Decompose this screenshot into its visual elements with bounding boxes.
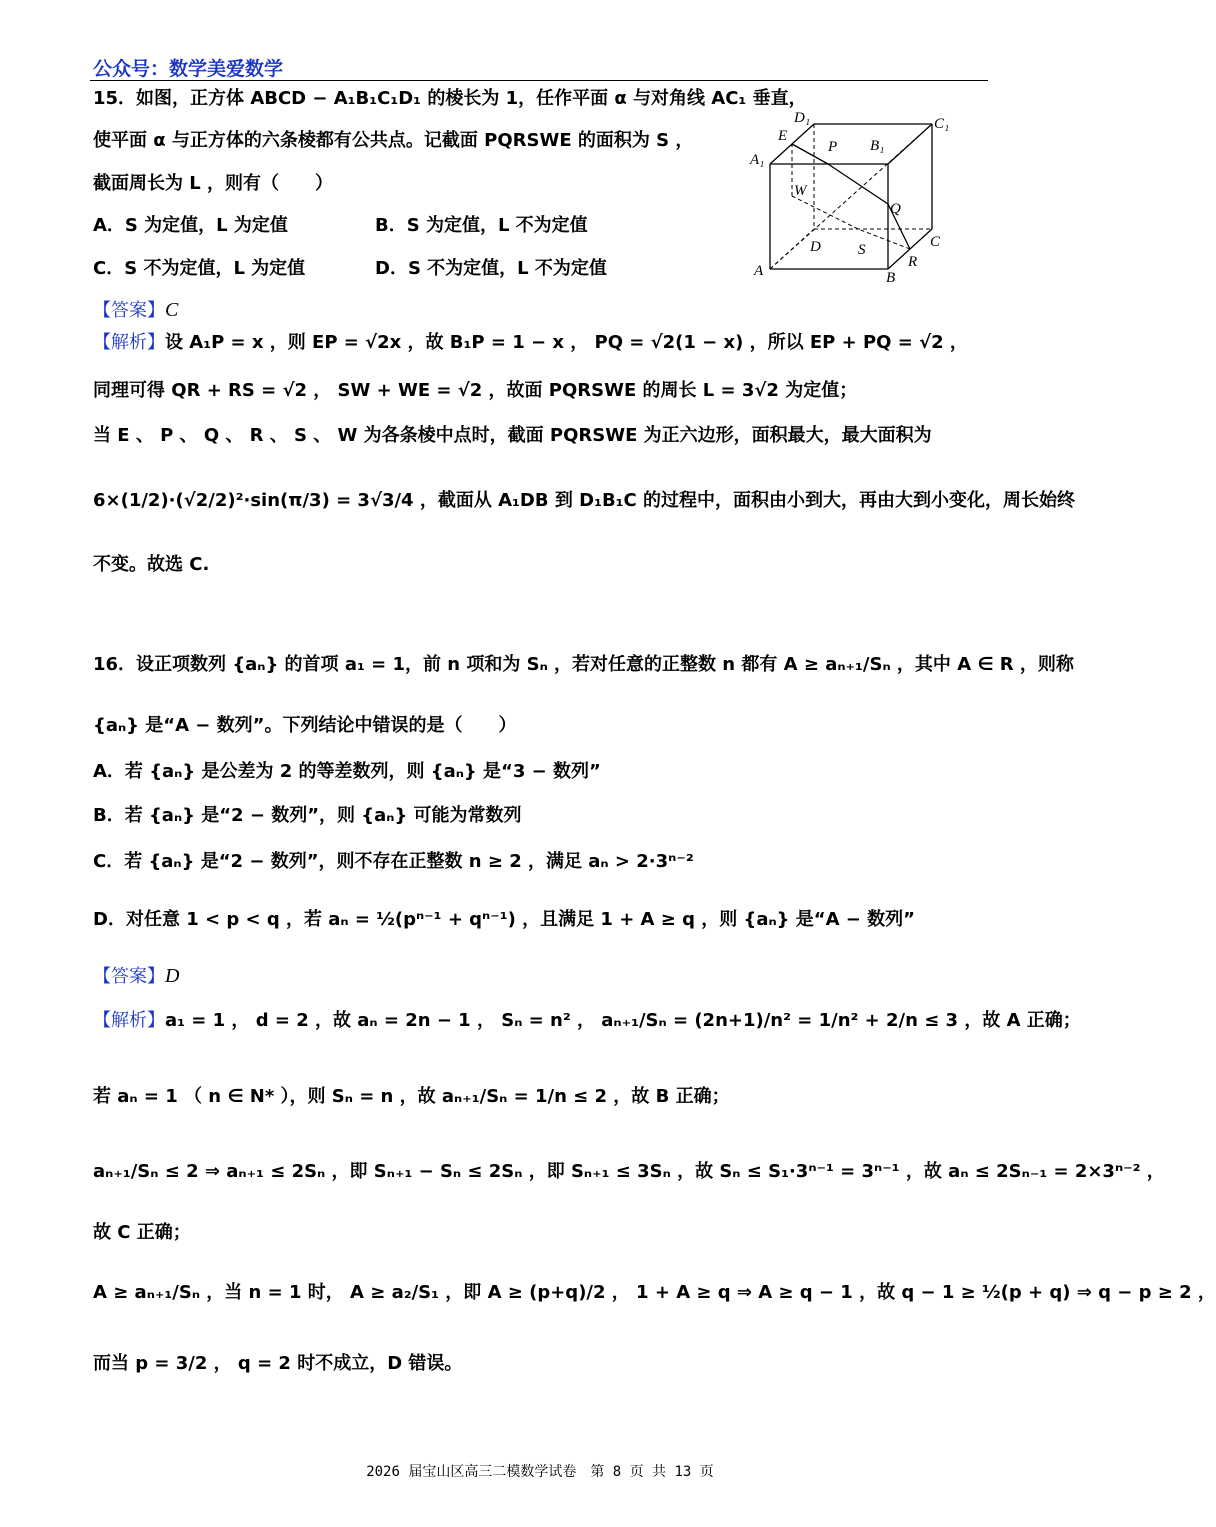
label-q: Q — [890, 201, 901, 217]
q15-answer — [93, 297, 178, 324]
section-pq — [828, 164, 888, 204]
q15-analysis-tag: 【解析】 — [93, 332, 165, 353]
q15-option-c: C．S 不为定值，L 为定值 — [93, 258, 306, 279]
q16-analysis-line6: 而当 p = 3/2 ， q = 2 时不成立，D 错误。 — [93, 1353, 463, 1374]
edge-b1c1 — [888, 124, 932, 164]
q16-analysis-line4: 故 C 正确； — [93, 1222, 191, 1243]
q15-answer-tag: 【答案】 — [93, 300, 165, 321]
label-d1: D₁ — [794, 110, 811, 126]
q16-stem-line2: {aₙ} 是“A − 数列”。下列结论中错误的是（ ） — [93, 715, 517, 736]
q15-option-d: D．S 不为定值，L 不为定值 — [375, 258, 607, 279]
q16-analysis-line1 — [93, 1008, 1081, 1034]
section-sw — [792, 196, 858, 229]
q15-analysis-line3: 当 E 、 P 、 Q 、 R 、 S 、 W 为各条棱中点时，截面 PQRSWE 为正六边形，面积最大，最大面积为 — [93, 425, 932, 446]
q16-analysis-line3: aₙ₊₁/Sₙ ≤ 2 ⇒ aₙ₊₁ ≤ 2Sₙ ，即 Sₙ₊₁ − Sₙ ≤ 2Sₙ ，即 Sₙ₊₁ ≤ 3Sₙ ，故 Sₙ ≤ S₁·3ⁿ⁻¹ = 3ⁿ⁻¹ ，故 aₙ ≤ 2Sₙ₋₁ = 2×3ⁿ⁻² ， — [93, 1161, 1165, 1182]
header-rule — [90, 80, 988, 81]
label-c1: C₁ — [934, 116, 950, 132]
label-a: A — [754, 263, 764, 279]
header-watermark: 公众号：数学美爱数学 — [93, 58, 284, 80]
q15-analysis-line1 — [93, 330, 968, 356]
q16-stem-line1: 16．设正项数列 {aₙ} 的首项 a₁ = 1，前 n 项和为 Sₙ ，若对任意的正整数 n 都有 A ≥ aₙ₊₁/Sₙ ，其中 A ∈ R ，则称 — [93, 654, 1074, 675]
cube-figure — [748, 106, 958, 286]
q16-answer-value: D — [165, 965, 180, 987]
label-r: R — [908, 254, 918, 270]
label-d: D — [810, 239, 821, 255]
q15-option-a: A．S 为定值，L 为定值 — [93, 215, 288, 236]
q16-answer — [93, 963, 179, 990]
q16-option-b: B．若 {aₙ} 是“2 − 数列”，则 {aₙ} 可能为常数列 — [93, 805, 522, 826]
q15-stem-line3: 截面周长为 L ，则有（ ） — [93, 173, 334, 194]
q15-analysis-line2: 同理可得 QR + RS = √2 ， SW + WE = √2 ，故面 PQRSWE 的周长 L = 3√2 为定值； — [93, 380, 858, 401]
q16-option-c: C．若 {aₙ} 是“2 − 数列”，则不存在正整数 n ≥ 2 ，满足 aₙ > 2·3ⁿ⁻² — [93, 851, 694, 872]
q16-analysis-line2: 若 aₙ = 1 （ n ∈ N* ），则 Sₙ = n ，故 aₙ₊₁/Sₙ = 1/n ≤ 2 ，故 B 正确； — [93, 1086, 730, 1107]
label-a1: A₁ — [750, 152, 765, 168]
label-b: B — [886, 270, 896, 286]
label-c: C — [930, 234, 941, 250]
q16-answer-tag: 【答案】 — [93, 966, 165, 987]
label-s: S — [858, 242, 866, 258]
q15-analysis-line4: 6×(1/2)·(√2/2)²·sin(π/3) = 3√3/4 ，截面从 A₁DB 到 D₁B₁C 的过程中，面积由小到大，再由大到小变化，周长始终 — [93, 490, 1076, 511]
q15-stem-line1: 15．如图，正方体 ABCD − A₁B₁C₁D₁ 的棱长为 1，任作平面 α 与对角线 AC₁ 垂直， — [93, 88, 807, 109]
q15-analysis-line5: 不变。故选 C. — [93, 554, 210, 575]
q16-analysis-line5: A ≥ aₙ₊₁/Sₙ ，当 n = 1 时， A ≥ a₂/S₁ ，即 A ≥ (p+q)/2 ， 1 + A ≥ q ⇒ A ≥ q − 1 ，故 q − 1 ≥ ½(p + q) ⇒ q − p ≥ 2 ， — [93, 1282, 1216, 1303]
q15-stem-line2: 使平面 α 与正方体的六条棱都有公共点。记截面 PQRSWE 的面积为 S ， — [93, 130, 694, 151]
q16-option-a: A．若 {aₙ} 是公差为 2 的等差数列，则 {aₙ} 是“3 − 数列” — [93, 761, 601, 782]
q16-analysis-text1: a₁ = 1 ， d = 2 ，故 aₙ = 2n − 1 ， Sₙ = n² ， aₙ₊₁/Sₙ = (2n+1)/n² = 1/n² + 2/n ≤ 3 ，故 A 正确； — [165, 1010, 1081, 1031]
page-footer: 2026 届宝山区高三二模数学试卷 第 8 页 共 13 页 — [366, 1464, 714, 1480]
label-b1: B₁ — [870, 138, 885, 154]
q15-analysis-text1: 设 A₁P = x ，则 EP = √2x ，故 B₁P = 1 − x ， PQ = √2(1 − x) ，所以 EP + PQ = √2 ， — [165, 332, 968, 353]
q15-option-b: B．S 为定值，L 不为定值 — [375, 215, 588, 236]
label-p: P — [828, 139, 838, 155]
q16-analysis-tag: 【解析】 — [93, 1010, 165, 1031]
q15-answer-value: C — [165, 299, 179, 321]
section-ep — [792, 144, 828, 164]
q16-option-d: D．对任意 1 < p < q ，若 aₙ = ½(pⁿ⁻¹ + qⁿ⁻¹) ，且满足 1 + A ≥ q ，则 {aₙ} 是“A − 数列” — [93, 909, 915, 930]
label-w: W — [794, 183, 807, 199]
label-e: E — [778, 128, 788, 144]
